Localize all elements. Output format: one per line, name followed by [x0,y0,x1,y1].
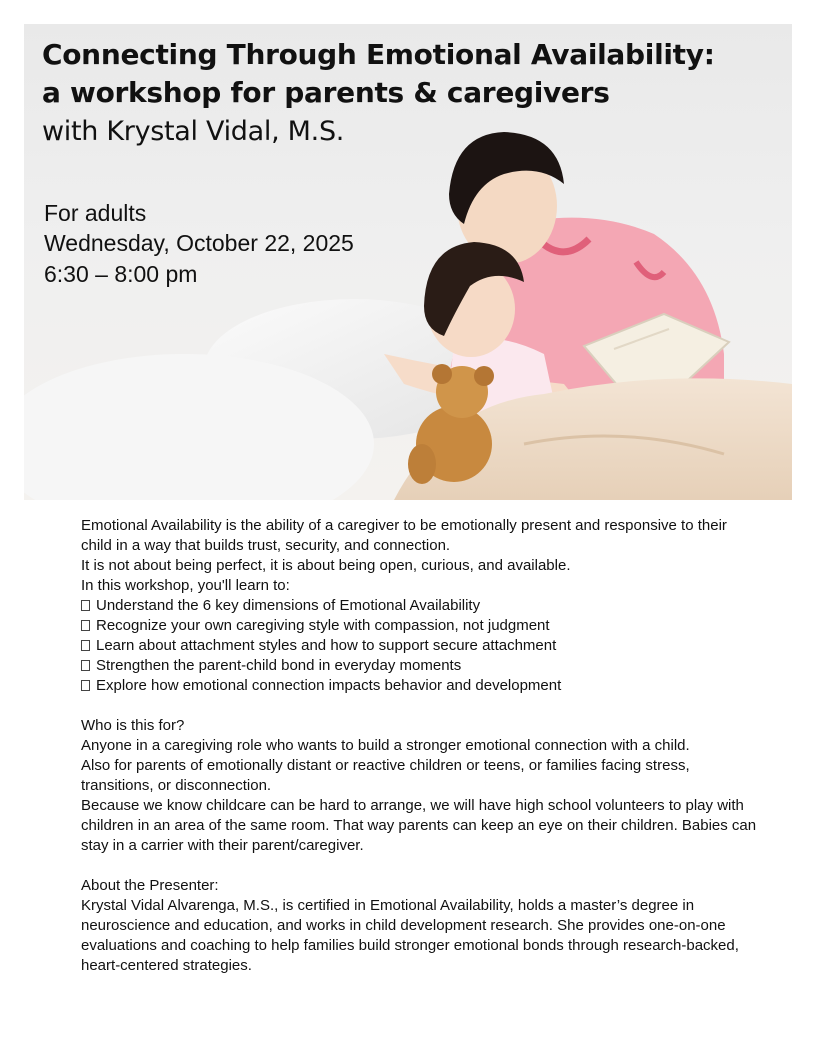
event-date: Wednesday, October 22, 2025 [44,230,354,256]
spacer [81,696,761,716]
event-time: 6:30 – 8:00 pm [44,261,198,287]
presenter-subtitle: with Krystal Vidal, M.S. [42,116,345,147]
flyer-body [81,516,761,976]
list-item: Explore how emotional connection impacts behavior and development [81,676,761,696]
title-line-1: Connecting Through Emotional Availability: [42,38,715,71]
checkbox-bullet-icon [81,680,90,691]
checkbox-bullet-icon [81,600,90,611]
list-item: Learn about attachment styles and how to support secure attachment [81,636,761,656]
childcare-paragraph: Because we know childcare can be hard to arrange, we will have high school volunteers to play with children in an area of the same room. That way parents can keep an eye on their children. Babies can stay in a carrier with their parent/caregiver. [81,797,757,854]
title-line-2: a workshop for parents & caregivers [42,76,610,109]
checkbox-bullet-icon [81,620,90,631]
audience-label: For adults [44,200,147,226]
who-paragraph: Also for parents of emotionally distant or reactive children or teens, or families facing stress, transitions, or disconnection. [81,757,690,794]
intro-paragraph: Emotional Availability is the ability of a caregiver to be emotionally present and responsive to their child in a way that builds trust, security, and connection. [81,517,727,554]
list-item: Strengthen the parent-child bond in everyday moments [81,656,761,676]
intro-paragraph: It is not about being perfect, it is about being open, curious, and available. [81,557,571,574]
list-item: Recognize your own caregiving style with compassion, not judgment [81,616,761,636]
list-item: Understand the 6 key dimensions of Emotional Availability [81,596,761,616]
hero-banner [24,24,792,500]
who-heading: Who is this for? [81,717,185,734]
learn-intro: In this workshop, you'll learn to: [81,577,290,594]
presenter-heading: About the Presenter: [81,877,219,894]
spacer [81,856,761,876]
checkbox-bullet-icon [81,660,90,671]
presenter-bio: Krystal Vidal Alvarenga, M.S., is certified in Emotional Availability, holds a master’s degree in neuroscience and education, and works in child development research. She provides one-on-one evaluations and coaching to help families build stronger emotional bonds through research-backed, heart-centered strategies. [81,897,739,974]
checkbox-bullet-icon [81,640,90,651]
who-paragraph: Anyone in a caregiving role who wants to build a stronger emotional connection with a child. [81,737,690,754]
learn-list [81,596,761,696]
